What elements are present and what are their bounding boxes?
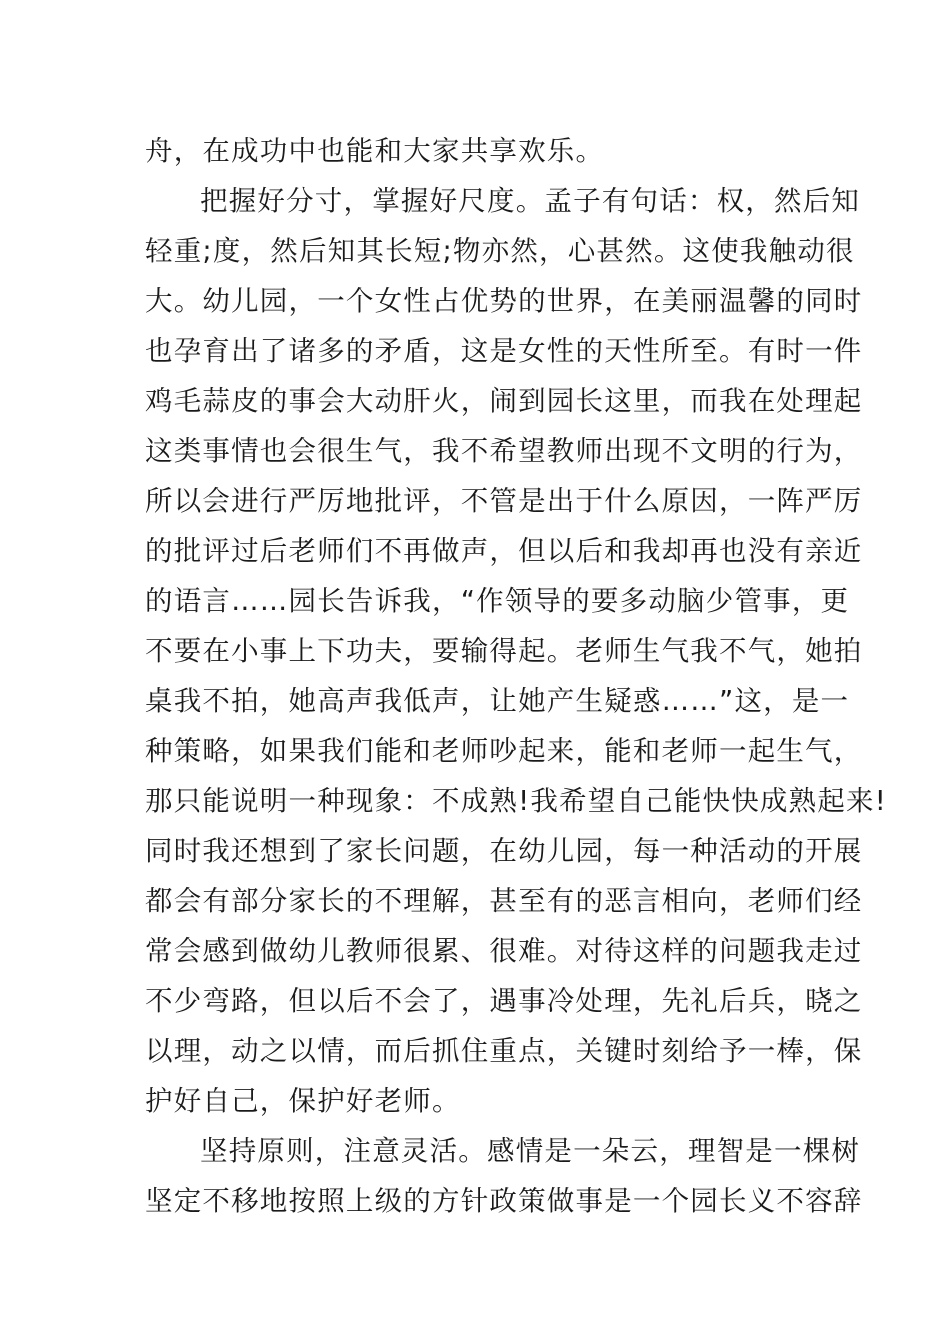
text-line: 护好自己，保护好老师。 — [145, 1085, 461, 1117]
text-line: 不少弯路，但以后不会了，遇事冷处理，先礼后兵，晓之 — [145, 985, 863, 1017]
body-text — [145, 126, 887, 1226]
text-line: 轻重;度，然后知其长短;物亦然，心甚然。这使我触动很 — [145, 235, 855, 267]
text-line: 桌我不拍，她高声我低声，让她产生疑惑……”这，是一 — [145, 685, 850, 717]
text-line: 同时我还想到了家长问题，在幼儿园，每一种活动的开展 — [145, 835, 863, 867]
text-line: 所以会进行严厉地批评，不管是出于什么原因，一阵严厉 — [145, 485, 863, 517]
text-line: 大。幼儿园，一个女性占优势的世界，在美丽温馨的同时 — [145, 285, 863, 317]
text-line: 种策略，如果我们能和老师吵起来，能和老师一起生气， — [145, 735, 863, 767]
paragraph-start-line: 坚持原则，注意灵活。感情是一朵云，理智是一棵树 — [200, 1135, 861, 1167]
text-line: 那只能说明一种现象：不成熟!我希望自己能快快成熟起来! — [145, 785, 887, 817]
text-line: 不要在小事上下功夫，要输得起。老师生气我不气，她拍 — [145, 635, 863, 667]
text-line: 常会感到做幼儿教师很累、很难。对待这样的问题我走过 — [145, 935, 863, 967]
text-line: 的批评过后老师们不再做声，但以后和我却再也没有亲近 — [145, 535, 863, 567]
text-line: 坚定不移地按照上级的方针政策做事是一个园长义不容辞 — [145, 1185, 863, 1217]
text-line: 都会有部分家长的不理解，甚至有的恶言相向，老师们经 — [145, 885, 863, 917]
paragraph-start-line: 把握好分寸，掌握好尺度。孟子有句话：权，然后知 — [200, 185, 861, 217]
text-line: 的语言……园长告诉我，“作领导的要多动脑少管事，更 — [145, 585, 850, 617]
text-line: 这类事情也会很生气，我不希望教师出现不文明的行为， — [145, 435, 863, 467]
text-line: 鸡毛蒜皮的事会大动肝火，闹到园长这里，而我在处理起 — [145, 385, 863, 417]
text-line: 舟，在成功中也能和大家共享欢乐。 — [145, 135, 605, 167]
text-line: 也孕育出了诸多的矛盾，这是女性的天性所至。有时一件 — [145, 335, 863, 367]
text-line: 以理，动之以情，而后抓住重点，关键时刻给予一棒，保 — [145, 1035, 863, 1067]
